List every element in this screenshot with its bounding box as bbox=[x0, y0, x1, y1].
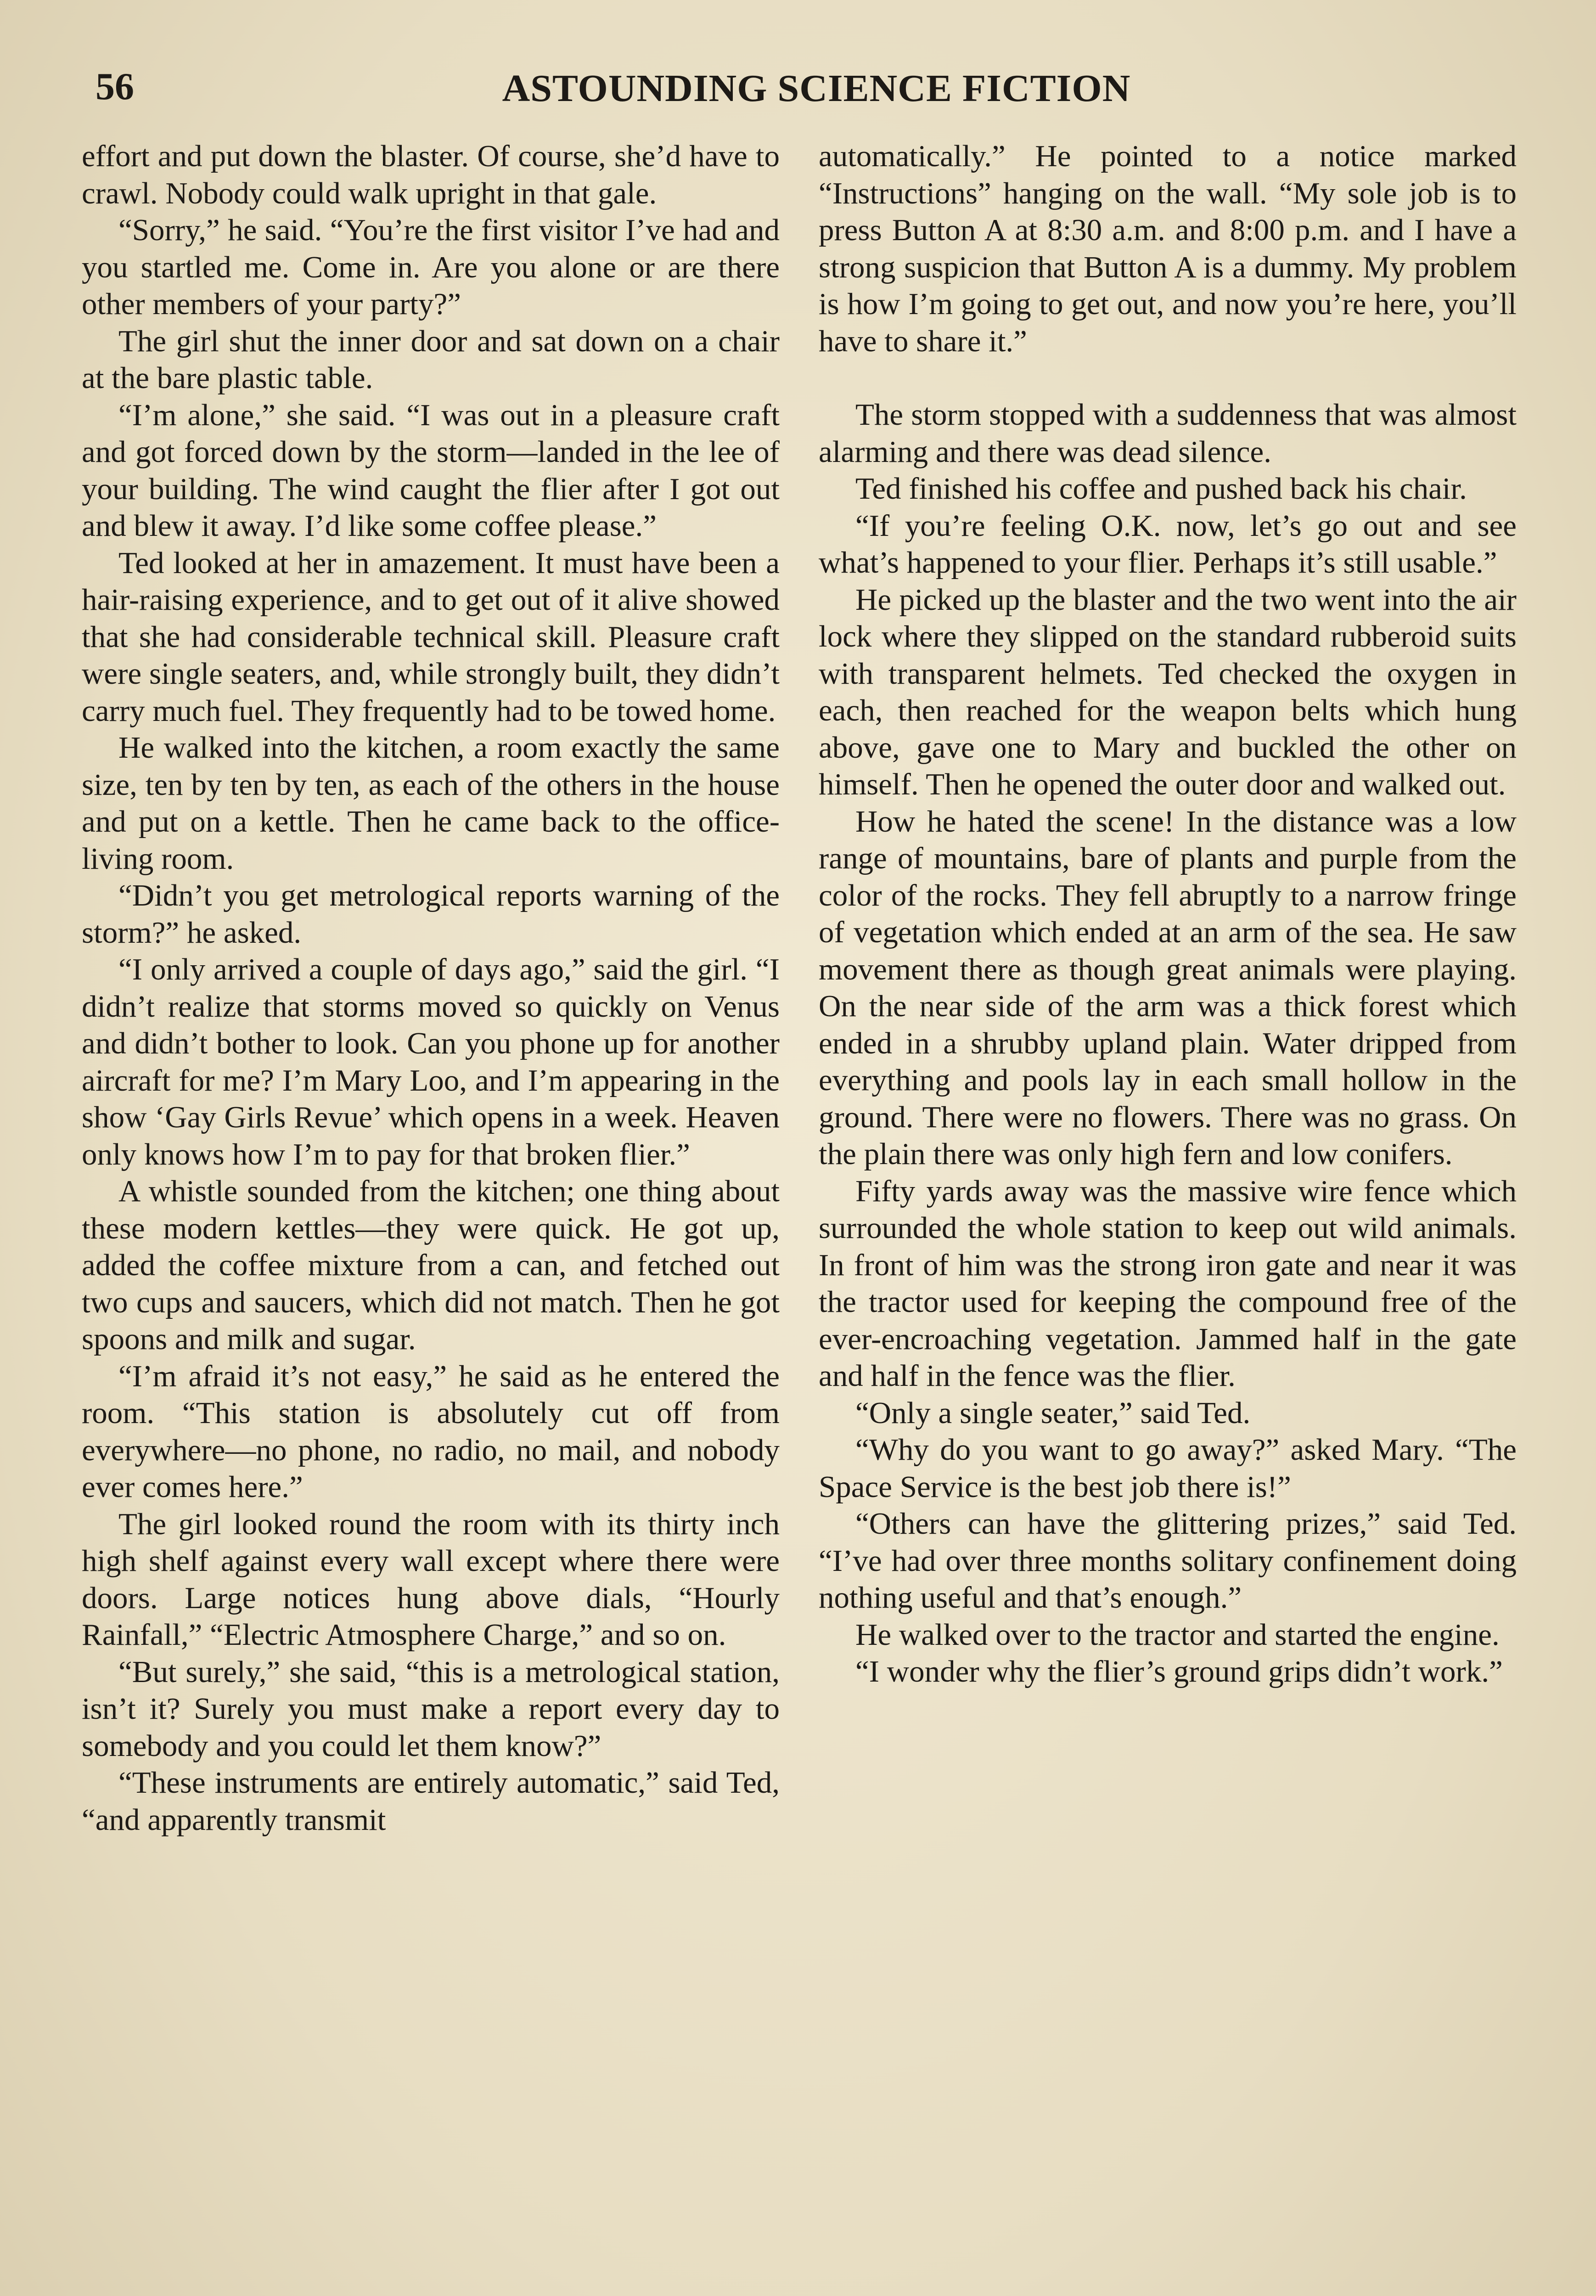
paragraph: Ted finished his coffee and pushed back his chair. bbox=[855, 472, 1467, 506]
paragraph: “Didn’t you get metrological reports warning of the storm?” he asked. bbox=[82, 878, 780, 950]
paragraph: The storm stopped with a suddenness that was almost alarming and there was dead silence. bbox=[819, 398, 1517, 469]
paragraph: He picked up the blaster and the two went into the air lock where they slipped on the standard rubberoid suits with transparent helmets. Ted checked the oxygen in each, then reached for the weapon belts which hung above, gave one to Mary and buckled the other on himself. Then he opened the outer door and walked out. bbox=[819, 582, 1517, 801]
paragraph: The girl looked round the room with its thirty inch high shelf against every wall except where there were doors. Large notices hung above dials, “Hourly Rainfall,” “Electric Atmosphere Charge,” and so on. bbox=[82, 1507, 780, 1652]
paragraph: The girl shut the inner door and sat down on a chair at the bare plastic table. bbox=[82, 324, 780, 395]
right-column bbox=[819, 138, 1517, 1690]
paragraph: “I wonder why the flier’s ground grips didn’t work.” bbox=[855, 1654, 1503, 1688]
page-number: 56 bbox=[96, 65, 134, 108]
paragraph: Fifty yards away was the massive wire fence which surrounded the whole station to keep out wild animals. In front of him was the strong iron gate and near it was the tractor used for keeping the compound free of the ever-encroaching vegetation. Jammed half in the gate and half in the fence was the flier. bbox=[819, 1174, 1517, 1393]
paragraph: A whistle sounded from the kitchen; one thing about these modern kettles—they were quick. He got up, added the coffee mixture from a can, and fetched out two cups and saucers, which did not match. Then he got spoons and milk and sugar. bbox=[82, 1174, 780, 1356]
paragraph: He walked over to the tractor and started the engine. bbox=[855, 1617, 1500, 1652]
paragraph: “I’m alone,” she said. “I was out in a pleasure craft and got forced down by the storm—landed in the lee of your building. The wind caught the flier after I got out and blew it away. I’d like some coffee please.” bbox=[82, 398, 780, 543]
paragraph: “If you’re feeling O.K. now, let’s go out and see what’s happened to your flier. Perhaps it’s still usable.” bbox=[819, 508, 1517, 580]
paragraph: “Others can have the glittering prizes,” said Ted. “I’ve had over three months solitary confinement doing nothing useful and that’s enough.” bbox=[819, 1507, 1517, 1615]
paragraph: “But surely,” she said, “this is a metrological station, isn’t it? Surely you must make a report every day to somebody and you could let them know?” bbox=[82, 1654, 780, 1763]
paragraph: “Sorry,” he said. “You’re the first visitor I’ve had and you startled me. Come in. Are you alone or are there other members of your party?” bbox=[82, 213, 780, 321]
paragraph: “Why do you want to go away?” asked Mary. “The Space Service is the best job there is!” bbox=[819, 1433, 1517, 1504]
paragraph: automatically.” He pointed to a notice marked “Instructions” hanging on the wall. “My sole job is to press Button A at 8:30 a.m. and 8:00 p.m. and I have a strong suspicion that Button A is a dummy. My problem is how I’m going to get out, and now you’re here, you’ll have to share it.” bbox=[819, 139, 1517, 358]
paragraph: He walked into the kitchen, a room exactly the same size, ten by ten by ten, as each of the others in the house and put on a kettle. Then he came back to the office-living room. bbox=[82, 731, 780, 876]
paragraph: “Only a single seater,” said Ted. bbox=[855, 1396, 1251, 1430]
paragraph: effort and put down the blaster. Of course, she’d have to crawl. Nobody could walk upright in that gale. bbox=[82, 139, 780, 210]
left-column bbox=[82, 138, 780, 1838]
page-header bbox=[83, 64, 1513, 124]
paragraph: “I only arrived a couple of days ago,” said the girl. “I didn’t realize that storms moved so quickly on Venus and didn’t bother to look. Can you phone up for another aircraft for me? I’m Mary Loo, and I’m appearing in the show ‘Gay Girls Revue’ which opens in a week. Heaven only knows how I’m to pay for that broken flier.” bbox=[82, 952, 780, 1171]
paragraph: “I’m afraid it’s not easy,” he said as he entered the room. “This station is absolutely cut off from everywhere—no phone, no radio, no mail, and nobody ever comes here.” bbox=[82, 1359, 780, 1504]
paragraph: Ted looked at her in amazement. It must have been a hair-raising experience, and to get out of it alive showed that she had considerable technical skill. Pleasure craft were single seaters, and, while strongly built, they didn’t carry much fuel. They frequently had to be towed home. bbox=[82, 546, 780, 728]
running-title: ASTOUNDING SCIENCE FICTION bbox=[502, 67, 1131, 110]
paragraph: “These instruments are entirely automatic,” said Ted, “and apparently transmit bbox=[82, 1766, 780, 1837]
paragraph: How he hated the scene! In the distance was a low range of mountains, bare of plants and purple from the color of the rocks. They fell abruptly to a narrow fringe of vegetation which ended at an arm of the sea. He saw movement there as though great animals were playing. On the near side of the arm was a thick forest which ended in a shrubby upland plain. Water dripped from everything and pools lay in each small hollow in the ground. There were no flowers. There was no grass. On the plain there was only high fern and low conifers. bbox=[819, 804, 1517, 1171]
